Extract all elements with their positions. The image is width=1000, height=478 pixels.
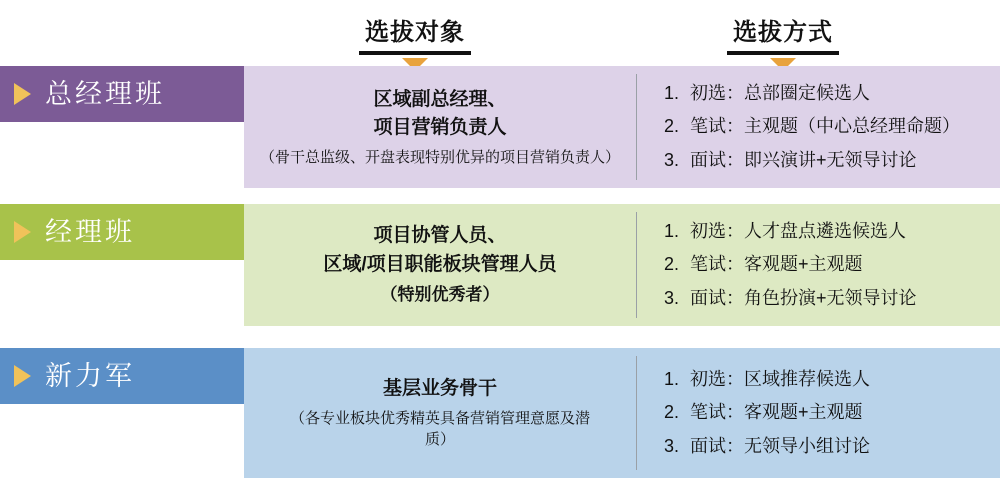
method-item-number: 1. (664, 82, 680, 103)
row-label-text: 经理班 (45, 216, 135, 247)
method-item-number: 2. (664, 116, 680, 137)
method-item (664, 150, 1000, 172)
diagram-row (0, 204, 1000, 326)
method-item-number: 1. (664, 220, 680, 241)
row-method-cell (636, 204, 1000, 326)
triangle-bullet-icon (14, 83, 31, 105)
triangle-bullet-icon (14, 221, 31, 243)
row-label-text: 总经理班 (45, 78, 165, 109)
row-target-note: （骨干总监级、开盘表现特别优异的项目营销负责人） (259, 148, 620, 166)
row-content-panel (244, 204, 1000, 326)
method-item-number: 2. (664, 402, 680, 423)
row-target-cell (244, 204, 636, 326)
row-content-panel (244, 66, 1000, 188)
method-item-number: 3. (664, 287, 680, 308)
method-item-text: 面试：角色扮演+无领导讨论 (690, 287, 917, 308)
column-header-method (668, 12, 898, 71)
method-item (664, 369, 1000, 391)
row-target-line: 基层业务骨干 (382, 378, 497, 399)
row-content-panel (244, 348, 1000, 478)
method-item (664, 116, 1000, 138)
diagram-row (0, 348, 1000, 470)
method-item (664, 221, 1000, 243)
column-header-method-label: 选拔方式 (727, 12, 839, 55)
method-item-number: 2. (664, 254, 680, 275)
method-item (664, 83, 1000, 105)
row-target-line: 项目协管人员、 (373, 225, 507, 247)
row-target-line: 区域副总经理、 (373, 88, 507, 110)
column-header-target (300, 12, 530, 71)
row-method-cell (636, 66, 1000, 188)
method-item (664, 436, 1000, 458)
row-target-line: 区域/项目职能板块管理人员 (323, 253, 557, 275)
method-item (664, 254, 1000, 276)
method-item-text: 初选：区域推荐候选人 (690, 368, 870, 389)
triangle-bullet-icon (14, 365, 31, 387)
method-item-text: 面试：即兴演讲+无领导讨论 (690, 149, 917, 170)
method-item-text: 笔试：主观题（中心总经理命题） (690, 116, 960, 137)
row-target-note: （各专业板块优秀精英具备营销管理意愿及潜质） (290, 409, 591, 449)
row-target-cell (244, 66, 636, 188)
method-item-text: 初选：总部圈定候选人 (690, 82, 870, 103)
row-label-text: 新力军 (45, 360, 135, 391)
method-item-text: 初选：人才盘点遴选候选人 (690, 220, 906, 241)
column-header-target-label: 选拔对象 (359, 12, 471, 55)
row-target-line: 项目营销负责人 (373, 117, 507, 139)
method-item (664, 288, 1000, 310)
method-item-text: 笔试：客观题+主观题 (690, 402, 863, 423)
method-item-number: 3. (664, 149, 680, 170)
row-label-box (0, 348, 244, 404)
row-label-box (0, 66, 244, 122)
method-item (664, 402, 1000, 424)
method-item-text: 面试：无领导小组讨论 (690, 435, 870, 456)
diagram-row (0, 66, 1000, 188)
method-item-number: 3. (664, 435, 680, 456)
row-method-cell (636, 348, 1000, 478)
row-target-note: （特别优秀者） (380, 285, 500, 305)
method-item-text: 笔试：客观题+主观题 (690, 254, 863, 275)
method-item-number: 1. (664, 368, 680, 389)
row-label-box (0, 204, 244, 260)
row-target-cell (244, 348, 636, 478)
